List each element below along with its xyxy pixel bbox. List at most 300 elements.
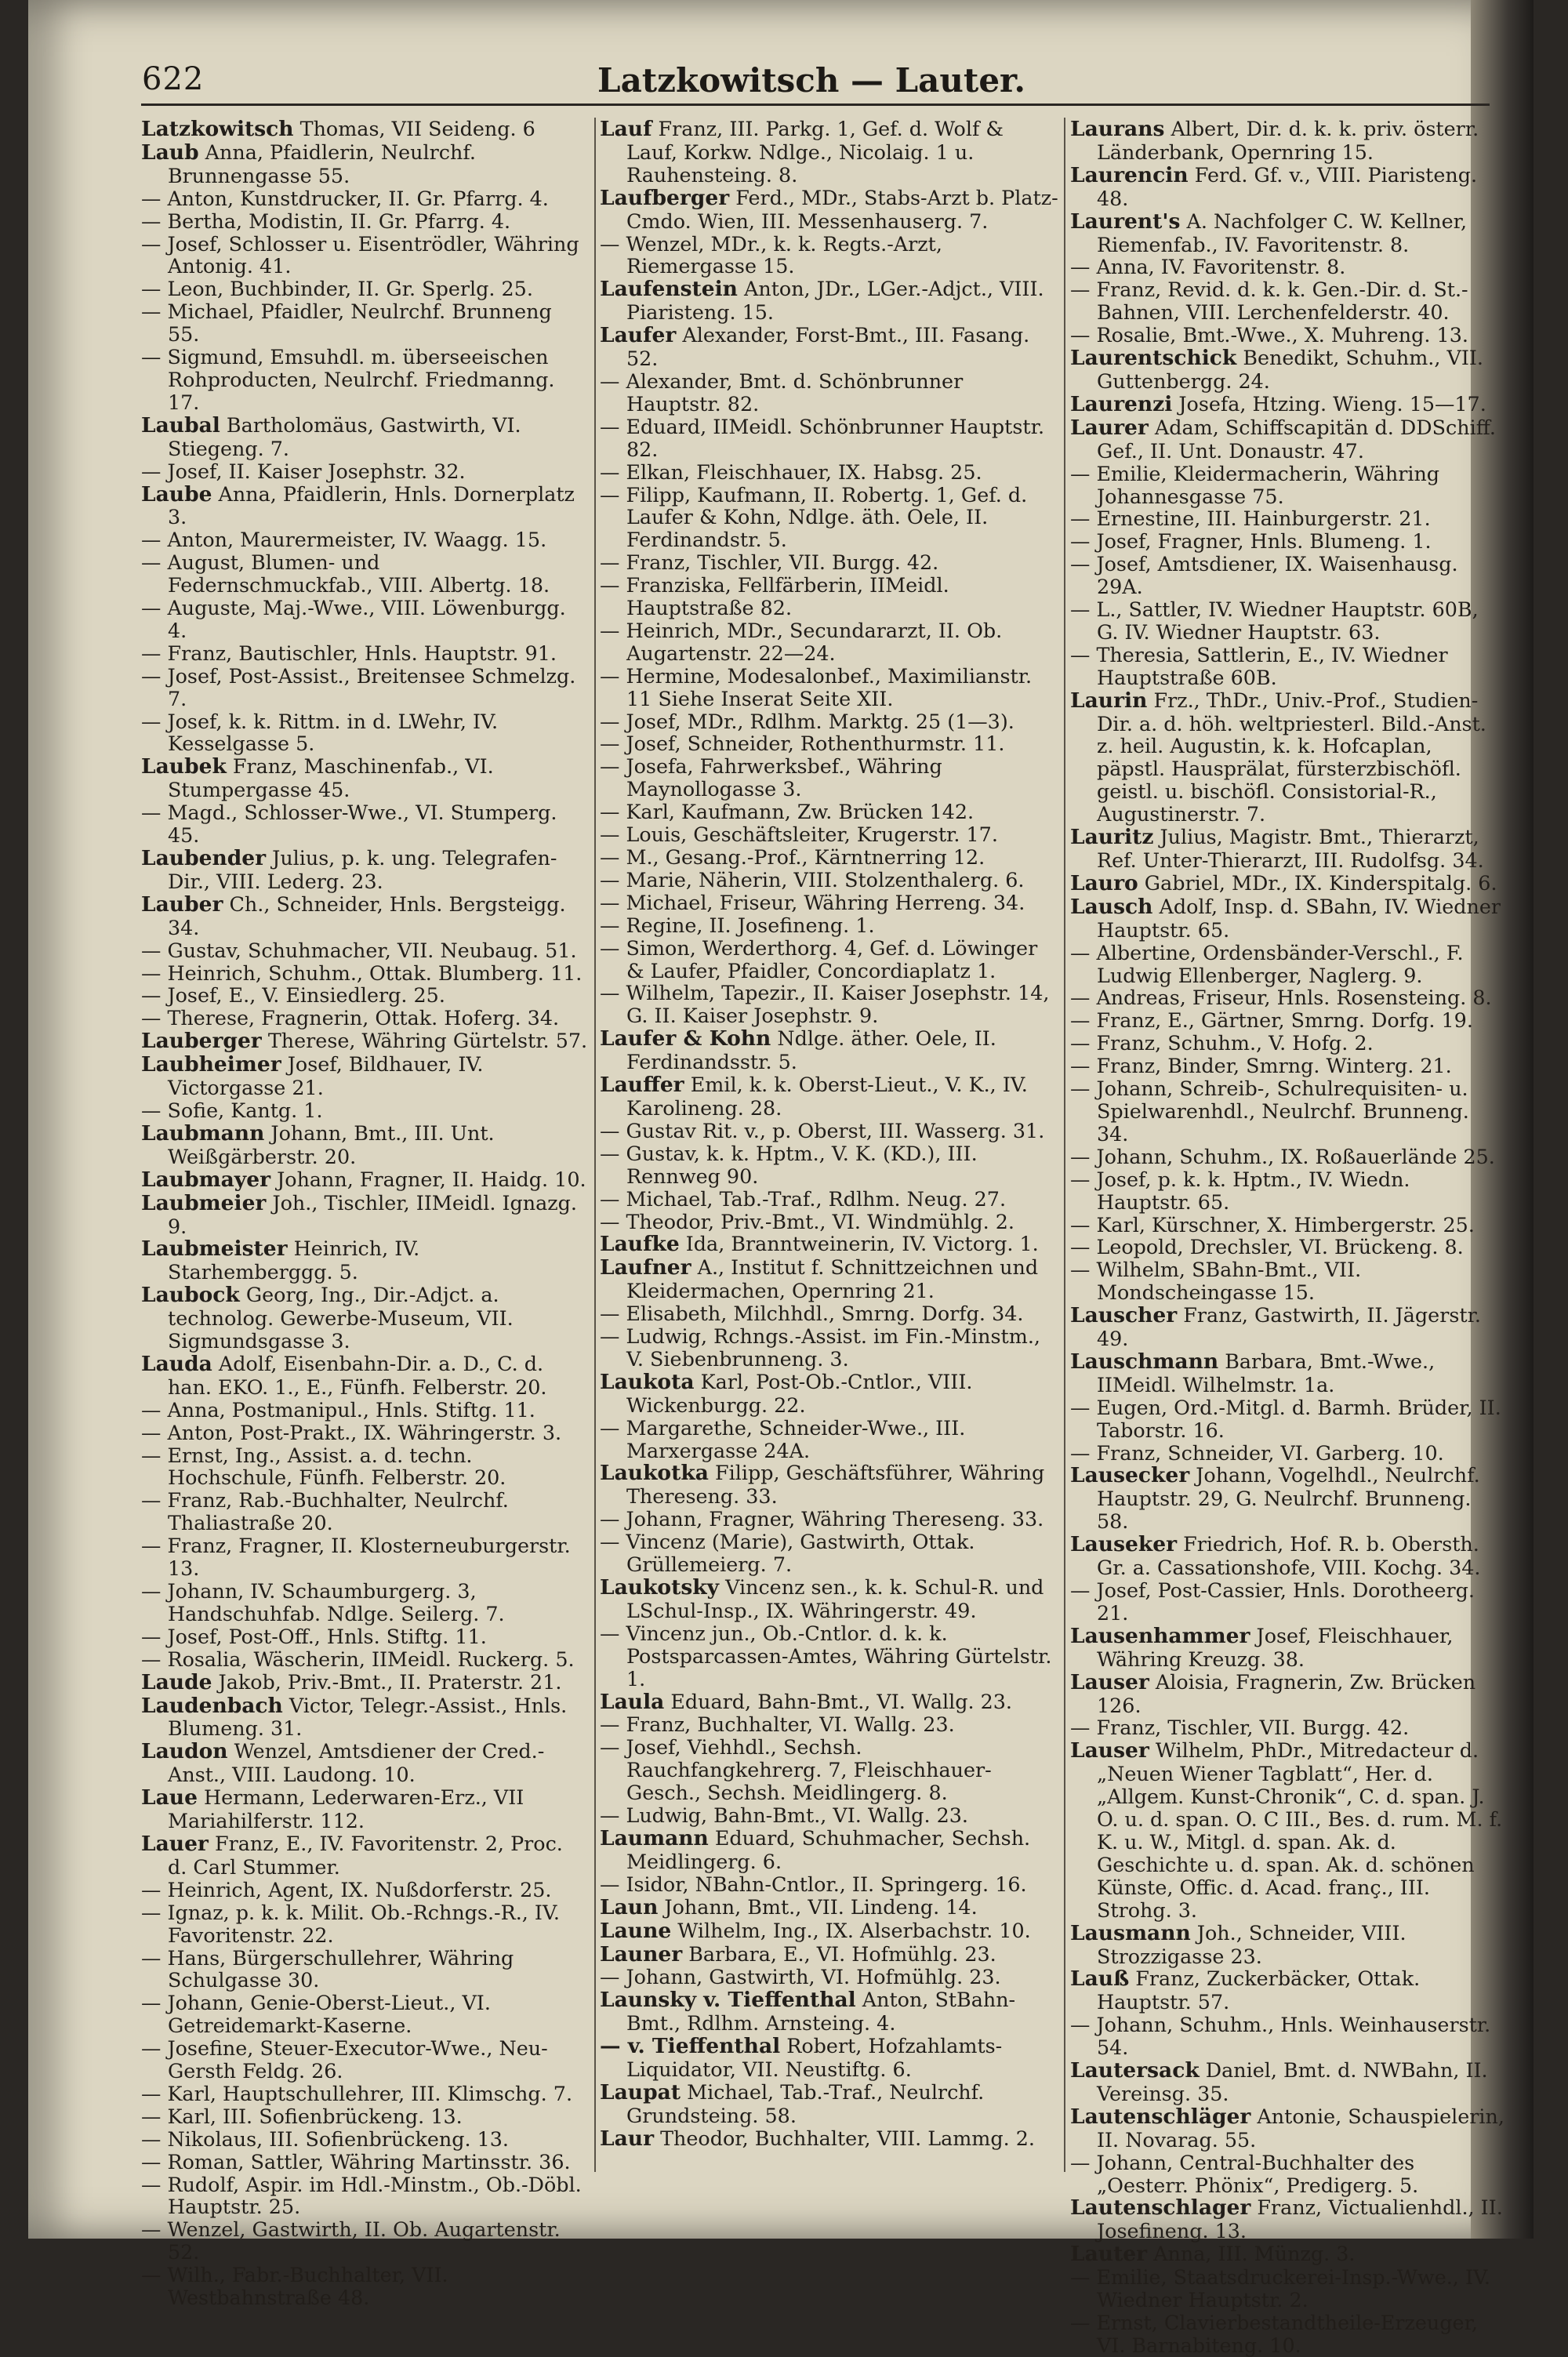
directory-entry	[600, 1919, 1058, 1943]
directory-entry	[1070, 986, 1505, 1009]
directory-entry	[600, 869, 1058, 892]
entry-surname: Lauß	[1070, 1967, 1130, 1992]
entry-surname: Lauro	[1070, 870, 1138, 895]
entry-details: — Sofie, Kantg. 1.	[141, 1098, 323, 1122]
directory-entry	[141, 597, 588, 642]
entry-details: — Elkan, Fleischhauer, IX. Habsg. 25.	[600, 459, 982, 484]
directory-entry	[1070, 1739, 1505, 1921]
directory-entry	[1070, 2312, 1505, 2357]
entry-surname: — v. Tieffenthal	[600, 2034, 781, 2059]
entry-surname: Latzkowitsch	[141, 117, 294, 141]
entry-surname: Laur	[600, 2126, 655, 2151]
directory-entry	[1070, 2152, 1505, 2197]
directory-entry	[1070, 1214, 1505, 1237]
entry-details: — Franz, Buchhalter, VI. Wallg. 23.	[600, 1712, 955, 1737]
directory-entry	[600, 892, 1058, 914]
directory-entry	[600, 1302, 1058, 1325]
directory-entry	[600, 118, 1058, 187]
directory-entry	[141, 1399, 588, 1422]
entry-surname: Laubek	[141, 754, 227, 779]
directory-entry	[600, 665, 1058, 710]
entry-surname: Laude	[141, 1669, 212, 1694]
entry-surname: Lauf	[600, 117, 652, 141]
directory-entry	[1070, 2059, 1505, 2105]
directory-entry	[1070, 2196, 1505, 2243]
entry-details: — Hans, Bürgerschullehrer, Währing Schulgasse 30.	[141, 1945, 514, 1992]
entry-details: — Auguste, Maj.-Wwe., VIII. Löwenburgg. 4.	[141, 596, 566, 642]
directory-entry	[1070, 463, 1505, 508]
entry-details: — Leopold, Drechsler, VI. Brückeng. 8.	[1070, 1235, 1464, 1259]
directory-entry	[141, 665, 588, 710]
entry-details: Emil, k. k. Oberst-Lieut., V. K., IV. Karolineng. 28.	[626, 1073, 1028, 1120]
entry-surname: Laubmeister	[141, 1237, 288, 1262]
entry-surname: Lauser	[1070, 1738, 1149, 1763]
entry-details: — Josef, MDr., Rdlhm. Marktg. 25 (1—3).	[600, 709, 1014, 733]
entry-surname: Lauser	[1070, 1669, 1149, 1694]
directory-entry	[141, 939, 588, 962]
entry-surname: Laudenbach	[141, 1693, 283, 1718]
entry-details: Barbara, E., VI. Hofmühlg. 23.	[682, 1941, 996, 1966]
entry-details: — Josef, Schlosser u. Eisentrödler, Währing Antonig. 41.	[141, 231, 579, 278]
entry-details: — Franz, Fragner, II. Klosterneuburgerstr. 13.	[141, 1534, 571, 1581]
entry-details: Filipp, Geschäftsführer, Währing Thereseng. 33.	[626, 1461, 1045, 1509]
directory-entry	[1070, 1168, 1505, 1214]
directory-entry	[1070, 1009, 1505, 1032]
entry-details: — Eugen, Ord.-Mitgl. d. Barmh. Brüder, II. Taborstr. 16.	[1070, 1395, 1501, 1442]
directory-entry	[1070, 872, 1505, 895]
entry-details: Karl, Post-Ob.-Cntlor., VIII. Wickenburgg. 22.	[626, 1369, 973, 1417]
directory-entry	[600, 1188, 1058, 1211]
entry-details: Anton, JDr., LGer.-Adjct., VIII. Piaristeng. 15.	[626, 277, 1044, 325]
directory-entry	[141, 187, 588, 210]
directory-entry	[141, 460, 588, 483]
entry-details: Ferd. Gf. v., VIII. Piaristeng. 48.	[1097, 162, 1478, 210]
directory-entry	[141, 755, 588, 801]
directory-entry	[141, 278, 588, 300]
entry-details: — Franziska, Fellfärberin, IIMeidl. Hauptstraße 82.	[600, 573, 949, 620]
entry-surname: Laufner	[600, 1255, 691, 1280]
entry-details: — Ernst, Clavierbestandtheile-Erzeuger, VI. Barnabiteng. 10.	[1070, 2311, 1478, 2357]
directory-entry	[141, 2174, 588, 2219]
directory-entry	[141, 1992, 588, 2037]
entry-details: Anna, Pfaidlerin, Hnls. Dornerplatz 3.	[168, 481, 575, 529]
entry-surname: Laurans	[1070, 117, 1165, 141]
entry-details: Michael, Tab.-Traf., Neulrchf. Grundsteing. 58.	[626, 2079, 985, 2127]
entry-details: Anna, Pfaidlerin, Neulrchf. Brunnengasse 55.	[168, 140, 476, 187]
entry-details: Franz, Gastwirth, II. Jägerstr. 49.	[1097, 1303, 1481, 1351]
entry-details: — Wilhelm, Tapezir., II. Kaiser Josephstr. 14, G. II. Kaiser Josephstr. 9.	[600, 981, 1050, 1028]
entry-surname: Laufke	[600, 1232, 680, 1257]
entry-surname: Laurent's	[1070, 209, 1181, 234]
directory-entry	[1070, 1671, 1505, 1717]
entry-details: Benedikt, Schuhm., VII. Guttenbergg. 24.	[1097, 346, 1483, 393]
column-divider	[1064, 118, 1065, 2172]
entry-details: — Josefine, Steuer-Executor-Wwe., Neu-Gersth Feldg. 26.	[141, 2036, 548, 2083]
directory-entry	[600, 1736, 1058, 1804]
directory-entry	[600, 1233, 1058, 1256]
directory-entry	[1070, 1032, 1505, 1055]
entry-details: — Franz, Bautischler, Hnls. Hauptstr. 91.	[141, 641, 557, 665]
directory-entry	[600, 1027, 1058, 1073]
entry-surname: Lauber	[141, 892, 223, 917]
directory-entry	[1070, 942, 1505, 987]
entry-details: — Josef, p. k. k. Hptm., IV. Wiedn. Hauptstr. 65.	[1070, 1167, 1410, 1214]
directory-entry	[1070, 895, 1505, 942]
directory-entry	[1070, 393, 1505, 416]
entry-details: — Josef, Amtsdiener, IX. Waisenhausg. 29A.	[1070, 552, 1458, 599]
entry-details: — Anton, Maurermeister, IV. Waagg. 15.	[141, 528, 547, 552]
entry-surname: Laubmann	[141, 1120, 265, 1146]
directory-entry	[600, 1508, 1058, 1531]
entry-details: Victor, Telegr.-Assist., Hnls. Blumeng. 31.	[168, 1693, 568, 1741]
directory-entry	[600, 2127, 1058, 2151]
entry-details: — Bertha, Modistin, II. Gr. Pfarrg. 4.	[141, 209, 511, 233]
entry-details: — Anna, Postmanipul., Hnls. Stiftg. 11.	[141, 1397, 535, 1422]
entry-surname: Lauberger	[141, 1029, 262, 1054]
directory-entry	[600, 1576, 1058, 1622]
entry-details: — Karl, Kaufmann, Zw. Brücken 142.	[600, 800, 975, 824]
entry-details: — Leon, Buchbinder, II. Gr. Sperlg. 25.	[141, 277, 533, 301]
entry-details: Anton, StBahn-Bmt., Rdlhm. Arnsteing. 4.	[626, 1988, 1016, 2036]
directory-entry	[1070, 164, 1505, 210]
entry-surname: Laurencin	[1070, 162, 1189, 187]
entry-details: — Michael, Tab.-Traf., Rdlhm. Neug. 27.	[600, 1186, 1007, 1211]
entry-details: Ida, Branntweinerin, IV. Victorg. 1.	[679, 1232, 1039, 1256]
entry-details: Antonie, Schauspielerin, II. Novarag. 55.	[1097, 2104, 1504, 2152]
directory-entry	[141, 2151, 588, 2174]
entry-details: — Theodor, Priv.-Bmt., VI. Windmühlg. 2.	[600, 1209, 1014, 1233]
entry-details: — Johann, Fragner, Währing Thereseng. 33.	[600, 1507, 1044, 1531]
entry-details: — Franz, Tischler, VII. Burgg. 42.	[600, 550, 939, 575]
directory-entry	[600, 2035, 1058, 2081]
entry-details: A. Nachfolger C. W. Kellner, Riemenfab., IV. Favoritenstr. 8.	[1097, 209, 1468, 256]
entry-details: — Johann, Gastwirth, VI. Hofmühlg. 23.	[600, 1965, 1001, 1989]
directory-entry	[1070, 1442, 1505, 1465]
entry-surname: Lauter	[1070, 2242, 1148, 2267]
entry-details: — Margarethe, Schneider-Wwe., III. Marxergasse 24A.	[600, 1415, 966, 1462]
entry-surname: Lauritz	[1070, 825, 1154, 850]
directory-entry	[1070, 1533, 1505, 1579]
entry-details: Albert, Dir. d. k. k. priv. österr. Länderbank, Opernring 15.	[1097, 117, 1479, 164]
entry-surname: Laudon	[141, 1739, 228, 1764]
entry-details: Josefa, Htzing. Wieng. 15—17.	[1172, 391, 1486, 416]
directory-entry	[600, 1896, 1058, 1919]
entry-details: Josef, Bildhauer, IV. Victorgasse 21.	[168, 1052, 484, 1100]
entry-details: Barbara, Bmt.-Wwe., IIMeidl. Wilhelmstr. 1a.	[1097, 1349, 1436, 1396]
directory-entry	[600, 1691, 1058, 1714]
entry-surname: Lausecker	[1070, 1463, 1190, 1488]
entry-details: — Ernestine, III. Hainburgerstr. 21.	[1070, 507, 1431, 531]
entry-surname: Launer	[600, 1941, 683, 1967]
directory-entry	[600, 551, 1058, 574]
entry-surname: Laula	[600, 1689, 665, 1714]
directory-entry	[1070, 416, 1505, 463]
entry-details: — Elisabeth, Milchhdl., Smrng. Dorfg. 34.	[600, 1302, 1024, 1326]
entry-surname: Lautenschläger	[1070, 2104, 1251, 2129]
directory-entry	[141, 2083, 588, 2105]
entry-details: — Alexander, Bmt. d. Schönbrunner Hauptstr. 82.	[600, 369, 964, 416]
directory-entry	[141, 1740, 588, 1786]
entry-details: Anna, III. Münzg. 3.	[1147, 2242, 1356, 2266]
entry-details: — Nikolaus, III. Sofienbrückeng. 13.	[141, 2126, 509, 2151]
entry-details: — Eduard, IIMeidl. Schönbrunner Hauptstr. 82.	[600, 414, 1045, 461]
directory-entry	[600, 710, 1058, 733]
entry-details: Johann, Fragner, II. Haidg. 10.	[270, 1167, 586, 1191]
directory-entry	[141, 1648, 588, 1671]
directory-entry	[1070, 1625, 1505, 1671]
entry-details: — Johann, IV. Schaumburgerg. 3, Handschuhfab. Ndlge. Seilerg. 7.	[141, 1579, 505, 1625]
directory-entry	[600, 461, 1058, 484]
directory-entry	[141, 1879, 588, 1901]
directory-entry	[1070, 1350, 1505, 1396]
entry-details: — Franz, Tischler, VII. Burgg. 42.	[1070, 1716, 1410, 1740]
entry-surname: Laurin	[1070, 688, 1148, 713]
entry-details: — Johann, Schuhm., Hnls. Weinhauserstr. 54.	[1070, 2013, 1491, 2060]
entry-details: — Ignaz, p. k. k. Milit. Ob.-Rchngs.-R., IV. Favoritenstr. 22.	[141, 1900, 560, 1947]
directory-entry	[141, 1694, 588, 1741]
entry-surname: Laurentschick	[1070, 346, 1237, 371]
directory-entry	[141, 1353, 588, 1399]
directory-entry	[141, 233, 588, 278]
entry-details: — Theresia, Sattlerin, E., IV. Wiedner Hauptstraße 60B.	[1070, 642, 1448, 689]
entry-details: — Franz, Schneider, VI. Garberg. 10.	[1070, 1440, 1444, 1465]
directory-entry	[600, 1256, 1058, 1302]
entry-details: — Emilie, Kleidermacherin, Währing Johannesgasse 75.	[1070, 461, 1440, 508]
directory-entry	[1070, 689, 1505, 826]
entry-details: — Isidor, NBahn-Cntlor., II. Springerg. 16.	[600, 1872, 1027, 1896]
directory-entry	[1070, 347, 1505, 393]
entry-details: Julius, Magistr. Bmt., Thierarzt, Ref. Unter-Thierarzt, III. Rudolfsg. 34.	[1097, 825, 1484, 872]
entry-details: Jakob, Priv.-Bmt., II. Praterstr. 21.	[212, 1669, 562, 1694]
entry-surname: Lauseker	[1070, 1532, 1178, 1557]
directory-entry	[1070, 553, 1505, 598]
directory-entry	[141, 642, 588, 665]
directory-entry	[600, 416, 1058, 461]
entry-details: — Wilhelm, SBahn-Bmt., VII. Mondscheingasse 15.	[1070, 1258, 1362, 1305]
entry-details: Eduard, Schuhmacher, Sechsh. Meidlingerg. 6.	[626, 1825, 1031, 1873]
entry-details: Johann, Bmt., VII. Lindeng. 14.	[658, 1894, 978, 1919]
entry-surname: Laub	[141, 140, 199, 165]
running-head: Latzkowitsch — Lauter.	[597, 61, 1025, 100]
entry-surname: Laubal	[141, 412, 220, 438]
directory-entry	[600, 1827, 1058, 1873]
directory-entry	[141, 346, 588, 414]
directory-entry	[600, 914, 1058, 937]
entry-details: Theodor, Buchhalter, VIII. Lammg. 2.	[654, 2126, 1036, 2150]
entry-surname: Laukota	[600, 1369, 695, 1394]
entry-details: Johann, Bmt., III. Unt. Weißgärberstr. 20.	[168, 1120, 495, 1168]
directory-entry	[600, 982, 1058, 1027]
directory-entry	[600, 1531, 1058, 1576]
directory-entry	[600, 732, 1058, 755]
directory-entry	[141, 300, 588, 346]
entry-surname: Lauer	[141, 1831, 209, 1856]
entry-surname: Lausenhammer	[1070, 1623, 1250, 1648]
entry-surname: Lauscher	[1070, 1303, 1178, 1328]
entry-details: — Johann, Schreib-, Schulrequisiten- u. Spielwarenhdl., Neulrchf. Brunneng. 34.	[1070, 1077, 1469, 1146]
entry-details: — Ernst, Ing., Assist. a. d. techn. Hochschule, Fünfh. Felberstr. 20.	[141, 1443, 506, 1490]
directory-entry	[600, 187, 1058, 233]
entry-details: — Ludwig, Rchngs.-Assist. im Fin.-Minstm., V. Siebenbrunneng. 3.	[600, 1324, 1040, 1371]
entry-details: — Heinrich, Agent, IX. Nußdorferstr. 25.	[141, 1877, 552, 1901]
directory-entry	[1070, 1396, 1505, 1442]
directory-entry	[141, 2128, 588, 2151]
column-divider	[594, 118, 596, 2172]
directory-entry	[600, 801, 1058, 823]
entry-details: — Josef, Post-Cassier, Hnls. Dorotheerg. 21.	[1070, 1578, 1475, 1625]
entry-details: Franz, Maschinenfab., VI. Stumpergasse 45.	[168, 754, 494, 802]
entry-surname: Lauschmann	[1070, 1349, 1219, 1374]
entry-surname: Laupat	[600, 2079, 681, 2105]
directory-entry	[141, 710, 588, 756]
directory-entry	[141, 141, 588, 187]
entry-details: Vincenz sen., k. k. Schul-R. und LSchul-Insp., IX. Währingerstr. 49.	[626, 1575, 1044, 1622]
directory-entry	[1070, 1258, 1505, 1304]
directory-entry	[141, 1030, 588, 1053]
entry-details: — Roman, Sattler, Währing Martinsstr. 36.	[141, 2149, 571, 2174]
directory-entry	[1070, 1967, 1505, 2014]
entry-details: Adam, Schiffscapitän d. DDSchiff. Gef., II. Unt. Donaustr. 47.	[1097, 415, 1496, 463]
entry-details: — Hermine, Modesalonbef., Maximilianstr. 11 Siehe Inserat Seite XII.	[600, 663, 1033, 710]
entry-details: — Johann, Schuhm., IX. Roßauerlände 25.	[1070, 1144, 1495, 1168]
entry-details: — Rudolf, Aspir. im Hdl.-Minstm., Ob.-Döbl. Hauptstr. 25.	[141, 2172, 582, 2219]
directory-entry	[600, 1073, 1058, 1120]
entry-details: — Anton, Post-Prakt., IX. Währingerstr. 3.	[141, 1420, 562, 1444]
directory-entry	[141, 1534, 588, 1580]
entry-details: Heinrich, IV. Starhemberggg. 5.	[168, 1237, 420, 1284]
entry-details: Eduard, Bahn-Bmt., VI. Wallg. 23.	[664, 1689, 1012, 1713]
entry-details: — Louis, Geschäftsleiter, Krugerstr. 17.	[600, 823, 998, 847]
directory-entry	[141, 483, 588, 529]
entry-details: — Josef, Schneider, Rothenthurmstr. 11.	[600, 732, 1005, 756]
directory-entry	[141, 414, 588, 460]
entry-surname: Lauffer	[600, 1073, 684, 1098]
entry-details: — Regine, II. Josefineng. 1.	[600, 913, 875, 937]
entry-details: Ferd., MDr., Stabs-Arzt b. Platz-Cmdo. Wien, III. Messenhauserg. 7.	[626, 185, 1058, 233]
entry-details: — Anton, Kunstdrucker, II. Gr. Pfarrg. 4.	[141, 186, 549, 210]
directory-entry	[1070, 2014, 1505, 2059]
entry-details: — Sigmund, Emsuhdl. m. überseeischen Rohproducten, Neulrchf. Friedmanng. 17.	[141, 345, 555, 414]
entry-details: Julius, p. k. ung. Telegrafen-Dir., VIII. Lederg. 23.	[168, 846, 557, 893]
entry-surname: Laubmeier	[141, 1190, 267, 1215]
entry-details: — Gustav, k. k. Hptm., V. K. (KD.), III. Rennweg 90.	[600, 1141, 978, 1188]
entry-details: Franz, III. Parkg. 1, Gef. d. Wolf & Lauf, Korkw. Ndlge., Nicolaig. 1 u. Rauhensteing. 8.	[626, 117, 1004, 187]
directory-entry	[141, 1947, 588, 1992]
directory-entry	[600, 1943, 1058, 1967]
entry-details: Franz, E., IV. Favoritenstr. 2, Proc. d. Carl Stummer.	[168, 1831, 563, 1879]
entry-details: — Simon, Werderthorg. 4, Gef. d. Löwinger & Laufer, Pfaidler, Concordiaplatz 1.	[600, 935, 1038, 982]
entry-details: — Josef, E., V. Einsiedlerg. 25.	[141, 983, 445, 1008]
entry-details: — Therese, Fragnerin, Ottak. Hoferg. 34.	[141, 1006, 560, 1030]
directory-entry	[1070, 1146, 1505, 1168]
directory-entry	[1070, 530, 1505, 553]
directory-entry	[600, 484, 1058, 552]
entry-details: Wilhelm, PhDr., Mitredacteur d. „Neuen Wiener Tagblatt“, Her. d. „Allgem. Kunst-Chronik“, C. d. span. J. O. u. d. span. O. C III., Bes. d. rum. M. f. K. u. W., Mitgl. d. span. Ak. d. Geschichte u. d. span. Ak. d. schönen Künste, Offic. d. Acad. franç., III. Strohg. 3.	[1097, 1738, 1503, 1922]
directory-entry	[1070, 256, 1505, 278]
entry-surname: Laufenstein	[600, 277, 738, 302]
directory-entry	[141, 962, 588, 985]
entry-details: — Heinrich, MDr., Secundararzt, II. Ob. Augartenstr. 22—24.	[600, 618, 1003, 665]
entry-details: — M., Gesang.-Prof., Kärntnerring 12.	[600, 845, 985, 869]
directory-entry	[1070, 1304, 1505, 1350]
directory-entry	[1070, 826, 1505, 872]
directory-entry	[600, 1966, 1058, 1988]
directory-entry	[141, 984, 588, 1007]
directory-entry	[141, 1671, 588, 1694]
entry-details: Ndlge. äther. Oele, II. Ferdinandsstr. 5.	[626, 1026, 996, 1074]
directory-entry	[1070, 1579, 1505, 1625]
entry-details: — Wenzel, Gastwirth, II. Ob. Augartenstr. 52.	[141, 2217, 561, 2264]
entry-details: Therese, Währing Gürtelstr. 57.	[261, 1029, 588, 1053]
entry-details: — Franz, Revid. d. k. k. Gen.-Dir. d. St.-Bahnen, VIII. Lerchenfelderstr. 40.	[1070, 278, 1468, 325]
entry-details: — Magd., Schlosser-Wwe., VI. Stumperg. 45.	[141, 801, 557, 848]
directory-entry	[141, 2037, 588, 2083]
entry-details: — Wenzel, MDr., k. k. Regts.-Arzt, Riemergasse 15.	[600, 231, 942, 278]
directory-entry	[141, 1122, 588, 1168]
entry-details: — Franz, E., Gärtner, Smrng. Dorfg. 19.	[1070, 1008, 1473, 1033]
column-3	[1070, 117, 1505, 2357]
directory-entry	[141, 1580, 588, 1625]
entry-details: — Josefa, Fahrwerksbef., Währing Maynollogasse 3.	[600, 754, 942, 801]
directory-entry	[600, 1211, 1058, 1233]
entry-details: — Josef, Viehhdl., Sechsh. Rauchfangkehrerg. 7, Fleischhauer-Gesch., Sechsh. Meidlingerg. 8.	[600, 1735, 992, 1805]
directory-entry	[600, 1417, 1058, 1462]
directory-entry	[1070, 1716, 1505, 1739]
entry-surname: Laubheimer	[141, 1052, 281, 1077]
entry-details: — Rosalia, Wäscherin, IIMeidl. Ruckerg. 5.	[141, 1647, 575, 1671]
entry-surname: Laufer & Kohn	[600, 1026, 771, 1051]
directory-entry	[600, 1804, 1058, 1827]
entry-details: — Heinrich, Schuhm., Ottak. Blumberg. 11.	[141, 961, 583, 985]
directory-entry	[141, 847, 588, 893]
entry-surname: Laukotka	[600, 1461, 709, 1486]
directory-entry	[1070, 644, 1505, 689]
directory-entry	[141, 801, 588, 847]
directory-entry	[600, 2081, 1058, 2127]
directory-entry	[141, 1192, 588, 1238]
entry-details: Daniel, Bmt. d. NWBahn, II. Vereinsg. 35.	[1097, 2058, 1488, 2105]
directory-entry	[1070, 1077, 1505, 1146]
entry-details: — Michael, Friseur, Währing Herreng. 34.	[600, 890, 1025, 914]
directory-entry	[1070, 1922, 1505, 1968]
entry-details: — Vincenz jun., Ob.-Cntlor. d. k. k. Postsparcassen-Amtes, Währing Gürtelstr. 1.	[600, 1621, 1052, 1691]
entry-details: Aloisia, Fragnerin, Zw. Brücken 126.	[1097, 1669, 1476, 1717]
entry-details: — Josef, k. k. Rittm. in d. LWehr, IV. Kesselgasse 5.	[141, 709, 499, 756]
directory-entry	[141, 1489, 588, 1534]
entry-surname: Laue	[141, 1785, 198, 1810]
directory-entry	[1070, 1464, 1505, 1533]
entry-surname: Lausch	[1070, 894, 1153, 919]
directory-entry	[1070, 278, 1505, 324]
directory-entry	[600, 755, 1058, 801]
entry-surname: Laubender	[141, 846, 267, 870]
directory-entry	[600, 324, 1058, 370]
directory-entry	[1070, 507, 1505, 530]
entry-details: Gabriel, MDr., IX. Kinderspitalg. 6.	[1138, 870, 1497, 895]
entry-details: Hermann, Lederwaren-Erz., VII Mariahilferstr. 112.	[168, 1785, 524, 1833]
entry-details: — Karl, III. Sofienbrückeng. 13.	[141, 2104, 463, 2128]
entry-details: Franz, Victualienhdl., II. Josefineng. 13.	[1097, 2195, 1503, 2243]
directory-entry	[141, 210, 588, 233]
entry-details: — Johann, Genie-Oberst-Lieut., VI. Getreidemarkt-Kaserne.	[141, 1991, 491, 2038]
entry-details: — Josef, II. Kaiser Josephstr. 32.	[141, 459, 466, 483]
directory-entry	[141, 2264, 588, 2309]
directory-entry	[1070, 1055, 1505, 1077]
entry-surname: Laun	[600, 1894, 659, 1919]
directory-entry	[141, 1901, 588, 1947]
entry-details: Frz., ThDr., Univ.-Prof., Studien-Dir. a. d. höh. weltpriesterl. Bild.-Anst. z. heil. Augustin, k. k. Hofcaplan, päpstl. Hausprälat, fürsterzbischöfl. geistl. u. bischöfl. Consistorial-R., Augustinerstr. 7.	[1097, 688, 1486, 826]
entry-details: Friedrich, Hof. R. b. Obersth. Gr. a. Cassationshofe, VIII. Kochg. 34.	[1097, 1532, 1481, 1580]
